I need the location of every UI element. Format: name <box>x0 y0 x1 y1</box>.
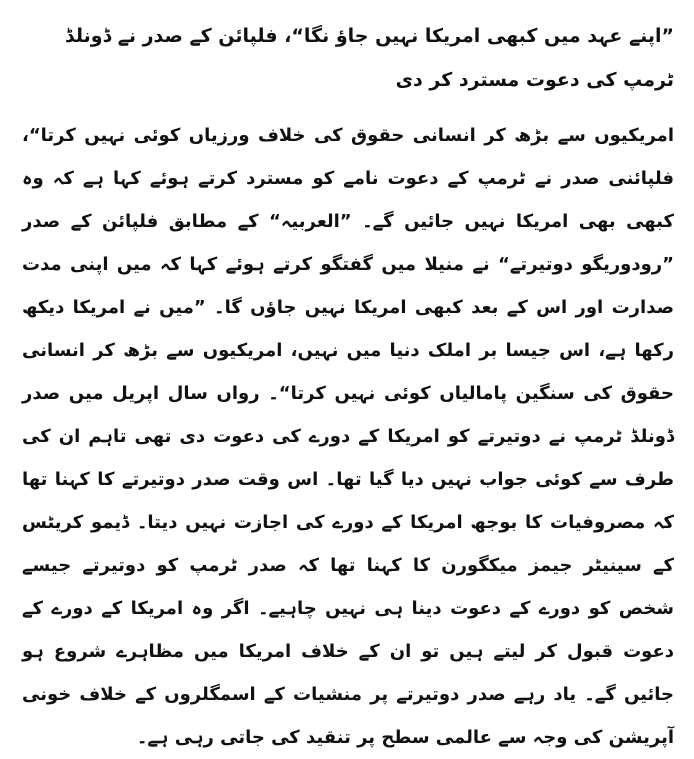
article-body: امریکیوں سے بڑھ کر انسانی حقوق کی خلاف ورزیاں کوئی نہیں کرتا“، فلپائنی صدر نے ٹرمپ کے دعوت نامے کو مسترد کرتے ہوئے کہا ہے کہ وہ کبھی بھی امریکا نہیں جائیں گے۔ ”العربیہ“ کے مطابق فلپائن کے صدر ”رودوریگو دوتیرتے“ نے منیلا میں گفتگو کرتے ہوئے کہا کہ میں اپنی مدت صدارت اور اس کے بعد کبھی امریکا نہیں جاؤں گا۔ ”میں نے امریکا دیکھ رکھا ہے، اس جیسا بر املک دنیا میں نہیں، امریکیوں سے بڑھ کر انسانی حقوق کی سنگین پامالیاں کوئی نہیں کرتا“۔ رواں سال اپریل میں صدر ڈونلڈ ٹرمپ نے دوتیرتے کو امریکا کے دورے کی دعوت دی تھی تاہم ان کی طرف سے کوئی جواب نہیں دیا گیا تھا۔ اس وقت صدر دوتیرتے کا کہنا تھا کہ مصروفیات کا بوجھ امریکا کے دورے کی اجازت نہیں دیتا۔ ڈیمو کریٹس کے سینیٹر جیمز میکگورن کا کہنا تھا کہ صدر ٹرمپ کو دوتیرتے جیسے شخص کو دورے کے دعوت دینا ہی نہیں چاہیے۔ اگر وہ امریکا کے دورے کے دعوت قبول کر لیتے ہیں تو ان کے خلاف امریکا میں مظاہرے شروع ہو جائیں گے۔ یاد رہے صدر دوتیرتے پر منشیات کے اسمگلروں کے خلاف خونی آپریشن کی وجہ سے عالمی سطح پر تنقید کی جاتی رہی ہے۔ <box>22 125 674 748</box>
article <box>22 14 674 759</box>
article-headline: ”اپنے عہد میں کبھی امریکا نہیں جاؤ نگا“، فلپائن کے صدر نے ڈونلڈ ٹرمپ کی دعوت مسترد کر دی <box>64 25 674 91</box>
